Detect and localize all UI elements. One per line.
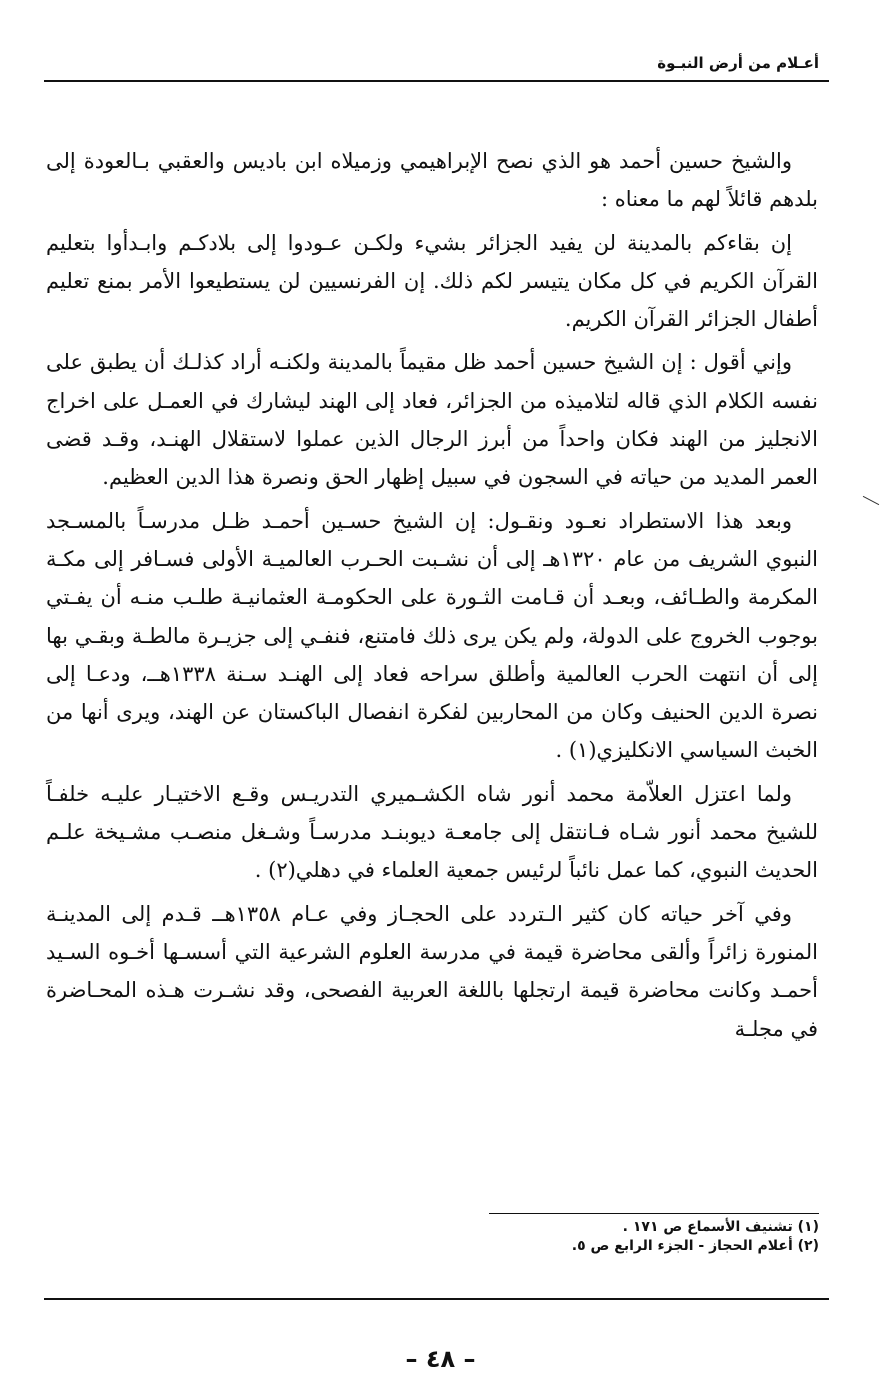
paragraph: ولما اعتزل العلاّمة محمد أنور شاه الكشـميري التدريـس وقـع الاختيـار عليـه خلفـاً للشيخ محمد أنور شـاه فـانتقل إلى جامعـة ديوبنـد مدرسـاً وشـغل منصـب مشـيخة علـم الحديث النبوي، كما عمل نائباً لرئيس جمعية العلماء في دهلي(٢) . xyxy=(46,781,818,883)
paragraph: وإني أقول : إن الشيخ حسين أحمد ظل مقيماً بالمدينة ولكنـه أراد كذلـك أن يطبق على نفسه الكلام الذي قاله لتلاميذه من الجزائر، فعاد إلى الهند ليشارك في العمـل على اخراج الانجليز من الهند فكان واحداً من أبرز الرجال الذين عملوا لاستقلال الهنـد، وقـد قضى العمر المديد من حياته في السجون في سبيل إظهار الحق ونصرة هذا الدين العظيم. xyxy=(46,350,818,490)
margin-mark xyxy=(863,496,879,505)
footnote-1: (١) تشنيف الأسماع ص ١٧١ . xyxy=(622,1219,819,1235)
footer-rule xyxy=(44,1298,829,1300)
header-rule xyxy=(44,80,829,82)
paragraph: وفي آخر حياته كان كثير الـتردد على الحجـاز وفي عـام ١٣٥٨هــ قـدم إلى المدينـة المنورة زائراً وألقى محاضرة قيمة في مدرسة العلوم الشرعية التي أسسـها أخـوه السـيد أحمـد وكانت محاضرة قيمة ارتجلها باللغة العربية الفصحى، وقد نشـرت هـذه المحـاضرة في مجلـة xyxy=(46,901,818,1041)
footnotes xyxy=(399,1218,819,1256)
paragraph: إن بقاءكم بالمدينة لن يفيد الجزائر بشيء ولكـن عـودوا إلى بلادكـم وابـدأوا بتعليم القرآن الكريم في كل مكان يتيسر لكم ذلك. إن الفرنسيين لن يستطيعوا الأمر بمنع تعليم أطفال الجزائر القرآن الكريم. xyxy=(46,230,818,332)
running-header: أعـلام من أرض النبـوة xyxy=(657,54,819,72)
paragraph: وبعد هذا الاستطراد نعـود ونقـول: إن الشيخ حسـين أحمـد ظـل مدرسـاً بالمسـجد النبوي الشريف من عام ١٣٢٠هـ إلى أن نشـبت الحـرب العالميـة الأولى فسـافر إلى مكـة المكرمة والطـائف، وبعـد أن قـامت الثـورة على الحكومـة العثمانيـة طلـب منـه أن يفـتي بوجوب الخروج على الدولة، ولم يكن يرى ذلك فامتنع، فنفـي إلى جزيـرة مالطـة وبقـي بها إلى أن انتهت الحرب العالمية وأطلق سراحه فعاد إلى الهنـد سـنة ١٣٣٨هــ، ودعـا إلى نصرة الدين الحنيف وكان من المحاربين لفكرة انفصال الباكستان عن الهند، ويرى أنها من الخبث السياسي الانكليزي(١) . xyxy=(46,508,818,763)
page-number: – ٤٨ – xyxy=(405,1345,476,1373)
footnote-separator xyxy=(489,1213,819,1214)
footnote-2: (٢) أعلام الحجاز - الجزء الرابع ص ٥. xyxy=(571,1238,819,1254)
body-text xyxy=(46,142,818,1053)
paragraph: والشيخ حسين أحمد هو الذي نصح الإبراهيمي وزميلاه ابن باديس والعقبي بـالعودة إلى بلدهم قائلاً لهم ما معناه : xyxy=(46,149,818,212)
